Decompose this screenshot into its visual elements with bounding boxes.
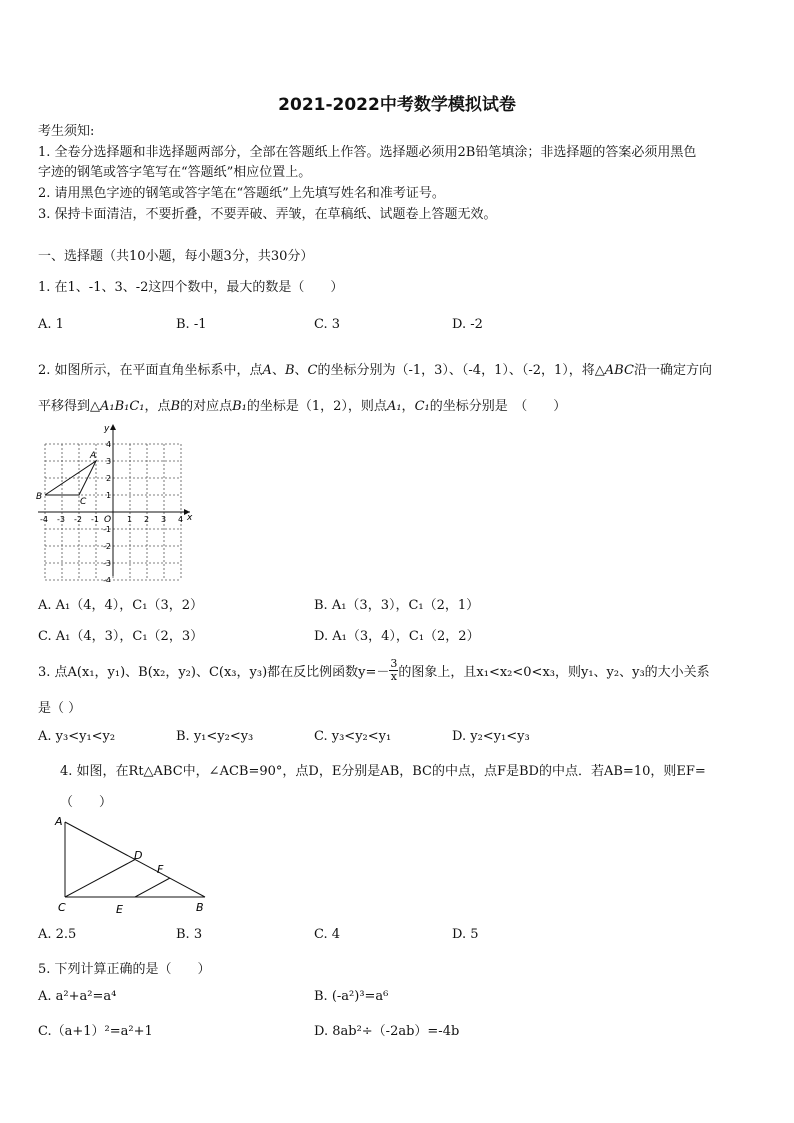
q3-fraction-denominator: x (390, 669, 398, 683)
q2-y-tick-label: 4 (106, 440, 112, 449)
q5-option-c: C.（a+1）²=a²+1 (38, 1024, 153, 1039)
q2-x-ticks (40, 515, 183, 524)
q2-y-tick-label: 2 (106, 474, 112, 483)
q4-label-b: B (196, 901, 204, 914)
q1-option-a: A. 1 (38, 317, 64, 332)
q2-line2-c1: C₁ (414, 399, 430, 414)
q3-line1-prefix: 3. 点A(x₁，y₁)、B(x₂，y₂)、C(x₃，y₃)都在反比例函数 (38, 664, 359, 680)
q2-option-a: A. A₁（4，4），C₁（3，2） (38, 598, 203, 613)
notice-item-1-line-1: 1. 全卷分选择题和非选择题两部分，全部在答题纸上作答。选择题必须用2B铅笔填涂；非选择题的答案必须用黑色 (38, 145, 697, 160)
q3-option-a: A. y₃<y₁<y₂ (38, 729, 116, 744)
q2-x-label: x (187, 513, 193, 523)
q2-triangle-1: A₁B₁C₁ (100, 399, 145, 414)
q2-point-b: B (284, 363, 295, 378)
q5-option-d: D. 8ab²÷（-2ab）=-4b (314, 1024, 460, 1039)
q1-stem: 1. 在1、-1、3、-2这四个数中，最大的数是（ ） (38, 280, 344, 295)
q2-line2-comma: ， (401, 399, 415, 414)
q2-line2-a1: A₁ (386, 399, 402, 414)
notice-item-1-line-2: 字迹的钢笔或答字笔写在“答题纸”相应位置上。 (38, 165, 312, 180)
notice-heading: 考生须知: (38, 124, 95, 139)
section-heading: 一、选择题（共10小题，每小题3分，共30分） (38, 249, 314, 264)
q4-label-f: F (157, 863, 164, 876)
q2-y-tick-label: -4 (103, 576, 111, 582)
q2-label-c: C (80, 497, 87, 507)
q2-line2-b1: B₁ (232, 399, 247, 414)
q2-line2-prefix: 平移得到△ (38, 399, 100, 414)
q2-y-arrow (110, 424, 116, 430)
q2-x-tick-label: 3 (161, 515, 167, 524)
q2-option-b: B. A₁（3，3），C₁（2，1） (314, 598, 480, 613)
q2-point-c: C (307, 363, 318, 378)
q2-x-tick-label: -4 (40, 515, 48, 524)
q3-option-c: C. y₃<y₂<y₁ (314, 729, 392, 744)
q2-sep-2: 、 (294, 363, 308, 378)
q2-y-tick-label: 1 (106, 491, 112, 500)
q2-triangle-abc (45, 461, 96, 495)
notice-item-2: 2. 请用黑色字迹的钢笔或答字笔在“答题纸”上先填写姓名和准考证号。 (38, 186, 445, 201)
q3-line1-suffix: 的图象上，且x₁<x₂<0<x₃，则y₁、y₂、y₃的大小关系 (398, 664, 710, 680)
q2-label-a: A (90, 451, 97, 461)
q4-option-c: C. 4 (314, 927, 341, 942)
q4-segment-cd (65, 860, 135, 898)
q2-line2-end: 的坐标分别是 （ ） (429, 399, 567, 414)
q2-x-tick-label: 2 (144, 515, 150, 524)
q2-x-tick-label: -2 (74, 515, 82, 524)
q2-y-label: y (104, 424, 110, 434)
q2-point-a: A (262, 363, 272, 378)
q1-option-c: C. 3 (314, 317, 341, 332)
q2-line2-suffix: 的坐标是（1，2），则点 (246, 399, 387, 414)
q4-label-d: D (134, 849, 143, 862)
q2-y-tick-label: 3 (106, 457, 112, 466)
q4-triangle-figure (50, 812, 210, 918)
q4-label-c: C (58, 901, 66, 914)
q2-y-ticks (103, 440, 111, 582)
q2-line2-mid: ，点 (144, 399, 171, 414)
q1-option-d: D. -2 (452, 317, 483, 332)
q2-triangle: ABC (604, 363, 634, 378)
q4-option-d: D. 5 (452, 927, 479, 942)
q2-x-tick-label: 4 (178, 515, 184, 524)
q4-label-a: A (55, 815, 63, 828)
q3-fraction-numerator: 3 (390, 656, 398, 670)
q2-option-d: D. A₁（3，4），C₁（2，2） (314, 629, 480, 644)
q3-fraction (389, 658, 398, 683)
q2-x-tick-label: 1 (127, 515, 133, 524)
q2-line1-prefix: 2. 如图所示，在平面直角坐标系中，点 (38, 363, 263, 378)
q4-option-b: B. 3 (176, 927, 203, 942)
q4-option-a: A. 2.5 (38, 927, 77, 942)
q2-origin-label: O (104, 515, 112, 525)
q2-y-tick-label: -2 (103, 542, 111, 551)
q2-y-tick-label: -1 (103, 525, 111, 534)
q2-option-c: C. A₁（4，3），C₁（2，3） (38, 629, 204, 644)
q1-option-b: B. -1 (176, 317, 207, 332)
q5-option-a: A. a²+a²=a⁴ (38, 989, 117, 1004)
q3-function-lhs: y=－ (358, 664, 390, 680)
q2-line2-b: B (170, 399, 181, 414)
q4-label-e: E (116, 903, 123, 916)
q2-line1-suffix: 沿一确定方向 (633, 363, 712, 378)
q2-x-tick-label: -3 (57, 515, 65, 524)
q5-option-b: B. (-a²)³=a⁶ (314, 989, 389, 1004)
q3-option-d: D. y₂<y₁<y₃ (452, 729, 530, 744)
q3-line-1 (38, 655, 710, 685)
q3-option-b: B. y₁<y₂<y₃ (176, 729, 254, 744)
q2-label-b: B (36, 492, 43, 502)
q2-line1-mid: 的坐标分别为（-1，3）、（-4，1）、（-2，1），将△ (317, 363, 605, 378)
notice-item-3: 3. 保持卡面清洁，不要折叠，不要弄破、弄皱，在草稿纸、试题卷上答题无效。 (38, 207, 497, 222)
q2-y-tick-label: -3 (103, 559, 111, 568)
q2-sep-1: 、 (271, 363, 285, 378)
q2-line-1 (38, 359, 712, 378)
q4-line-1: 4. 如图，在Rt△ABC中，∠ACB=90°，点D，E分别是AB，BC的中点，点F是BD的中点．若AB=10，则EF= (60, 764, 706, 779)
page-title: 2021-2022中考数学模拟试卷 (278, 95, 516, 115)
q5-stem: 5. 下列计算正确的是（ ） (38, 962, 211, 977)
q3-line-2: 是（ ） (38, 701, 82, 716)
q4-segment-ef (135, 878, 170, 897)
q4-line-2: （ ） (60, 795, 113, 810)
q2-line-2 (38, 395, 566, 414)
q2-x-tick-label: -1 (91, 515, 99, 524)
q2-coordinate-figure (34, 420, 194, 582)
q2-line2-mid2: 的对应点 (180, 399, 233, 414)
